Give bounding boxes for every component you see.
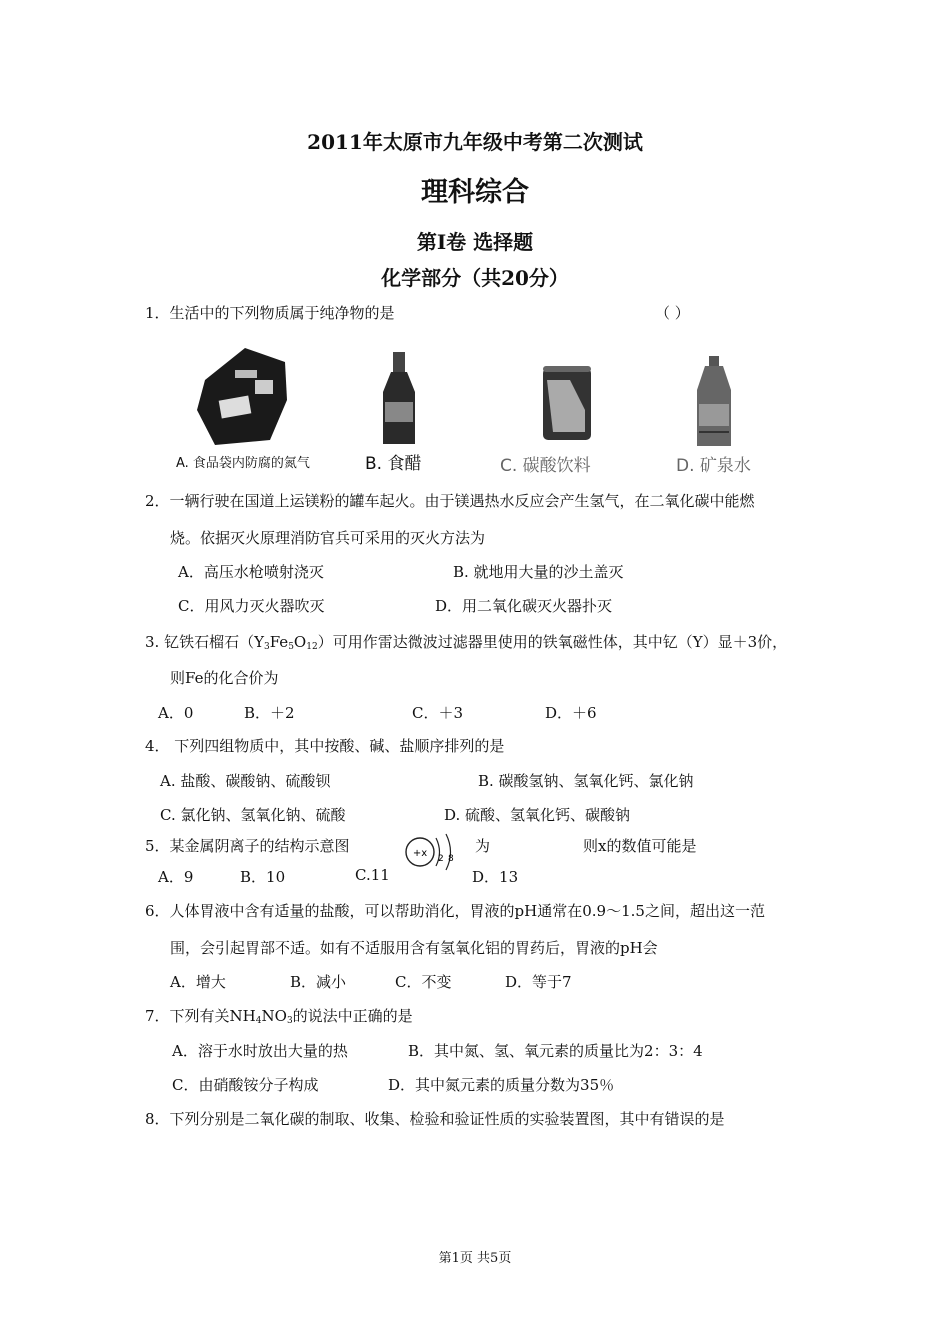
q2-option-c: C．用风力灭火器吹灭 bbox=[178, 597, 325, 615]
q5-wei: 为 bbox=[475, 837, 491, 855]
q6-line2: 围，会引起胃部不适。如有不适服用含有氢氧化铝的胃药后，胃液的pH会 bbox=[170, 939, 658, 957]
q2-line1: 2．一辆行驶在国道上运镁粉的罐车起火。由于镁遇热水反应会产生氢气，在二氧化碳中能燃 bbox=[145, 492, 755, 510]
q3-option-d: D．＋6 bbox=[545, 704, 597, 722]
exam-title: 2011年太原市九年级中考第二次测试 bbox=[307, 130, 643, 154]
q2-option-b: B. 就地用大量的沙土盖灭 bbox=[453, 563, 624, 581]
q3-option-a: A．0 bbox=[158, 704, 194, 722]
mineral-water-bottle-image bbox=[697, 356, 731, 446]
q2-option-d: D．用二氧化碳灭火器扑灭 bbox=[435, 597, 613, 615]
q7-option-b: B．其中氮、氢、氧元素的质量比为2：3：4 bbox=[408, 1042, 703, 1060]
q3-option-c: C．＋3 bbox=[412, 704, 464, 722]
q4-option-c: C. 氯化钠、氢氧化钠、硫酸 bbox=[160, 806, 346, 824]
q4-stem: 4． 下列四组物质中，其中按酸、碱、盐顺序排列的是 bbox=[145, 737, 505, 755]
q7-stem: 7．下列有关$NH_4NO_3$的说法中正确的是 bbox=[145, 1007, 413, 1026]
subject-title: 理科综合 bbox=[421, 177, 529, 208]
q1-caption-c: C. 碳酸饮料 bbox=[500, 456, 591, 476]
q6-line1: 6．人体胃液中含有适量的盐酸，可以帮助消化，胃液的pH通常在0.9～1.5之间，超出这一范 bbox=[145, 902, 765, 920]
shell-1-count: 2 bbox=[438, 854, 444, 864]
q5-option-d: D．13 bbox=[472, 868, 519, 886]
q5-option-b: B．10 bbox=[240, 868, 286, 886]
soda-can-image bbox=[543, 366, 591, 440]
q5-option-a: A．9 bbox=[158, 868, 194, 886]
q8-stem: 8．下列分别是二氧化碳的制取、收集、检验和验证性质的实验装置图，其中有错误的是 bbox=[145, 1110, 725, 1128]
q6-option-d: D．等于7 bbox=[505, 973, 572, 991]
q1-stem: 1．生活中的下列物质属于纯净物的是 bbox=[145, 304, 395, 322]
q2-option-a: A．高压水枪喷射浇灭 bbox=[178, 563, 324, 581]
page-footer: 第1页 共5页 bbox=[438, 1251, 512, 1266]
q5-stem: 5．某金属阴离子的结构示意图 bbox=[145, 837, 350, 855]
ion-structure-diagram bbox=[400, 828, 464, 872]
q5-option-c: C.11 bbox=[355, 866, 390, 884]
q6-option-b: B．减小 bbox=[290, 973, 347, 991]
q4-option-d: D. 硫酸、氢氧化钙、碳酸钠 bbox=[444, 806, 631, 824]
q7-option-d: D．其中氮元素的质量分数为35％ bbox=[388, 1076, 615, 1094]
nitrogen-bag-image bbox=[197, 348, 287, 445]
shell-2-count: 8 bbox=[448, 854, 454, 864]
q6-option-a: A．增大 bbox=[170, 973, 226, 991]
q6-option-c: C．不变 bbox=[395, 973, 452, 991]
q7-option-c: C．由硝酸铵分子构成 bbox=[172, 1076, 319, 1094]
volume-title: 第I卷 选择题 bbox=[416, 230, 534, 254]
q4-option-a: A. 盐酸、碳酸钠、硫酸钡 bbox=[160, 772, 331, 790]
vinegar-bottle-image bbox=[383, 352, 415, 444]
q5-tail: 则x的数值可能是 bbox=[583, 837, 697, 855]
q3-line1: 3. 钇铁石榴石$(Y_3Fe_5O_{12})$可用作雷达微波过滤器里使用的铁氧磁性体，其中钇（Y）显＋3价， bbox=[145, 633, 788, 652]
q4-option-b: B. 碳酸氢钠、氢氧化钙、氯化钠 bbox=[478, 772, 694, 790]
q1-caption-b: B. 食醋 bbox=[365, 454, 422, 474]
q3-option-b: B．＋2 bbox=[244, 704, 295, 722]
q2-line2: 烧。依据灭火原理消防官兵可采用的灭火方法为 bbox=[170, 529, 486, 547]
section-title: 化学部分（共20分） bbox=[381, 266, 569, 290]
q1-caption-a: A. 食品袋内防腐的氮气 bbox=[176, 456, 310, 471]
nucleus-label: +x bbox=[412, 848, 428, 859]
q3-line2: 则Fe的化合价为 bbox=[170, 669, 279, 687]
q7-option-a: A．溶于水时放出大量的热 bbox=[172, 1042, 348, 1060]
q1-caption-d: D. 矿泉水 bbox=[676, 456, 751, 476]
q1-bracket: （ ） bbox=[655, 304, 690, 322]
